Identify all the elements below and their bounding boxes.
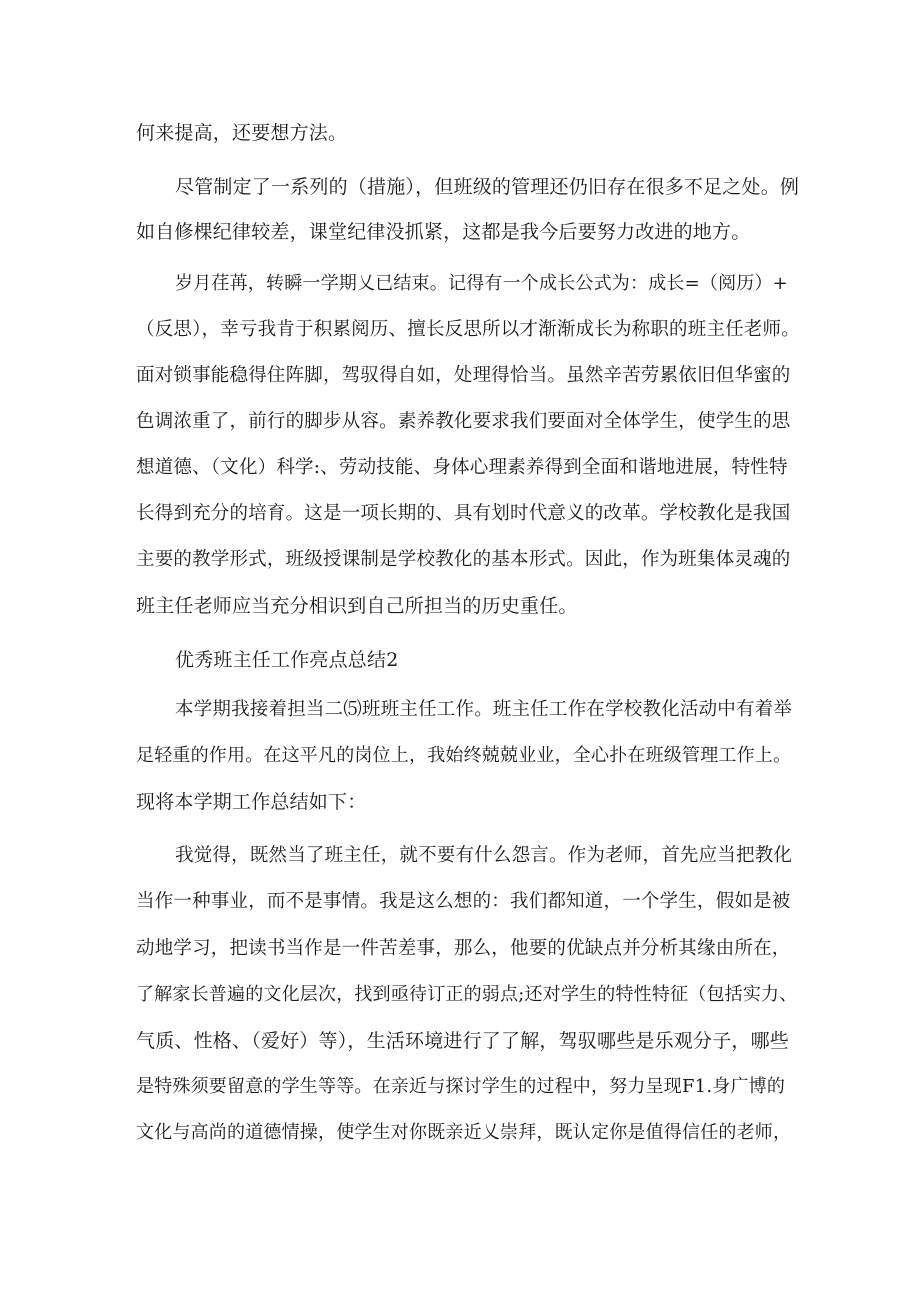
text-line: 现将本学期工作总结如下： (136, 791, 367, 813)
text-line: 面对锁事能稳得住阵脚，驾驭得自如，处理得恰当。虽然辛苦劳累依旧但华蜜的 (136, 365, 791, 386)
text-line: 本学期我接着担当二⑸班班主任工作。班主任工作在学校教化活动中有着举 (175, 699, 793, 720)
text-line: 气质、性格、（爱好）等），生活环境进行了了解，驾驭哪些是乐观分子，哪些 (136, 1030, 790, 1052)
text-line: 班主任老师应当充分相识到自己所担当的历史重任。 (136, 595, 578, 617)
text-line: 主要的教学形式，班级授课制是学校教化的基本形式。因此，作为班集体灵魂的 (136, 549, 791, 570)
text-line: 是特殊须要留意的学生等等。在亲近与探讨学生的过程中，努力呈现F1.身广博的 (136, 1076, 786, 1097)
text-line: 动地学习，把读书当作是一件苦差事，那么，他要的优缺点并分析其缘由所在， (136, 938, 791, 959)
text-line: 想道德、（文化）科学:、劳动技能、身体心理素养得到全面和谐地进展，特性特 (136, 457, 788, 478)
text-line: 当作一种事业，而不是事情。我是这么想的：我们都知道，一个学生，假如是被 (136, 891, 791, 912)
text-line: 长得到充分的培育。这是一项长期的、具有划时代意义的改革。学校教化是我国 (136, 503, 791, 524)
text-line: 色调浓重了，前行的脚步从容。素养教化要求我们要面对全体学生，使学生的思 (136, 411, 791, 432)
section-heading: 优秀班主任工作亮点总结2 (175, 649, 399, 671)
text-line: 何来提高，还要想方法。 (136, 122, 348, 144)
text-line: 如自修棵纪律较差，课堂纪律没抓紧，这都是我今后要努力改进的地方。 (136, 221, 751, 243)
text-line: 了解家长普遍的文化层次，找到亟待订正的弱点;还对学生的特性特征（包括实力、 (136, 984, 798, 1005)
text-line: 尽管制定了一系列的（措施），但班级的管理还仍旧存在很多不足之处。例 (175, 176, 800, 198)
text-line: 足轻重的作用。在这平凡的岗位上，我始终兢兢业业，全心扑在班级管理工作上。 (136, 745, 792, 766)
text-line: 我觉得，既然当了班主任，就不要有什么怨言。作为老师，首先应当把教化 (175, 845, 793, 866)
text-line: 文化与高尚的道德情操，使学生对你既亲近乂崇拜，既认定你是值得信任的老师， (136, 1122, 792, 1143)
text-line: （反思），幸亏我肯于积累阅历、擅长反思所以才渐渐成长为称职的班主任老师。 (136, 319, 800, 340)
text-line: 岁月荏苒，转瞬一学期乂已结束。记得有一个成长公式为：成长=（阅历）+ (175, 273, 788, 294)
